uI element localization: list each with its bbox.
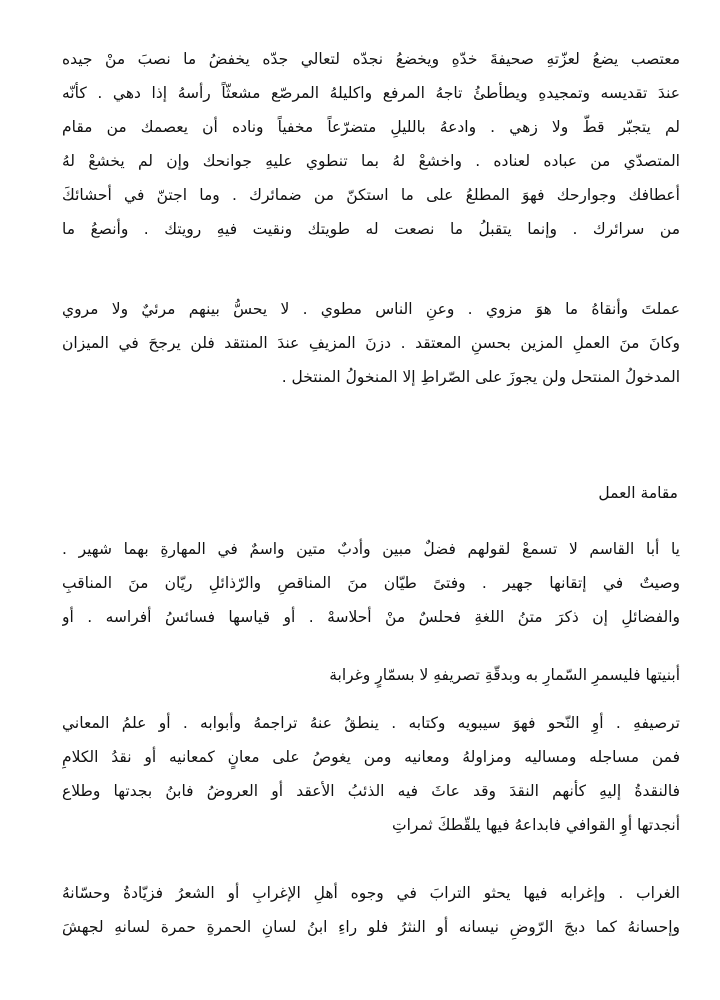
text-line: المدخولُ المنتحل ولن يجوزَ على الصّراطِ إلا المنخولُ المنتخل . <box>281 368 680 386</box>
text-line: والفضائلِ إن ذكرَ متنُ اللغةِ فحلسٌ منْ أحلاسهْ . أو قياسها فسائسُ أفراسه . أو <box>62 608 680 626</box>
text-line: وإحسانهُ كما دبجَ الرّوضِ نيسانه أو النثرُ فلو راءِ ابنُ لسانِ الحمرةِ حمرة لسانهِ لجهشَ <box>62 918 680 936</box>
text-line: ترصيفهِ . أوِ النّحو فهوَ سيبويه وكتابه . ينطقُ عنهُ تراجمهُ وأبوابه . أو علمُ المعاني <box>62 714 680 732</box>
text-line: الغراب . وإغرابه فيها يحثو الترابَ في وجوه أهلِ الإغرابِ أو الشعرُ فزيّادةُ وحسّانهُ <box>62 884 680 902</box>
text-line: المتصدّي من عباده لعناده . واخشعْ لهُ بما تنطوي عليهِ جوانحك وإن لم يخشعْ لهُ <box>62 152 680 170</box>
text-line: أعطافك وجوارحك فهوَ المطلعُ على ما استكنّ من ضمائرك . وما اجتنّ في أحشائكَ <box>62 186 680 204</box>
section-heading: مقامة العمل <box>598 484 678 502</box>
text-line: يا أبا القاسم لا تسمعْ لقولهم فضلٌ مبين وأدبٌ متين واسمٌ في المهارةِ بهما شهير . <box>62 540 680 558</box>
text-line: أنجدتها أوِ القوافي فابداعهُ فيها يلقّطكَ ثمراتِ <box>392 816 680 834</box>
paragraph-2 <box>62 292 680 394</box>
text-line: من سرائرك . وإنما يتقبلُ ما نصعت له طويتك ونقيت فيهِ رويتك . وأنصعُ ما <box>62 220 680 238</box>
text-line: عندَ تقديسه وتمجيدهِ ويطأطئُ تاجهُ المرفع واكليلهُ المرصّع مشعثّاً رأسهُ إذا دهي . كأنّه <box>62 84 680 102</box>
paragraph-3 <box>62 532 680 634</box>
text-line: فالنقدةُ إليهِ كأنهم النقدَ وقد عاثَ فيه الذئبُ الأعقد أو العروضُ فابنُ بجدتها وطلاع <box>62 782 680 800</box>
text-line: فمن مساجله ومساليه ومزاولهُ ومعانيه ومن يغوصُ على معانٍ كمعانيه أو نقدُ الكلامِ <box>62 748 680 766</box>
text-line: لم يتجبّر قطّ ولا زهي . وادعهُ بالليلِ متضرّعاً مخفياً وناده أن يعصمك من مقام <box>62 118 680 136</box>
paragraph-5 <box>62 706 680 842</box>
text-line: وكانَ منَ العملِ المزين بحسنِ المعتقد . دزنَ المزيفِ عندَ المنتقد فلن يرجحَ في الميزان <box>62 334 680 352</box>
text-line: معتصب يضعُ لعزّتهِ صحيفةَ خدّهِ ويخضعُ نجدّه لتعالي جدّه يخفضُ ما نصبَ منْ جيده <box>62 50 680 68</box>
text-line: أبنيتها فليسمرِ السّمارِ به وبدقّةِ تصريفهِ لا بسمّارٍ وغرابة <box>329 666 680 684</box>
text-line: وصيتٌ في إتقانها جهير . وفتىً طيّان منَ المناقصِ والرّذائلِ ريّان منَ المناقبِ <box>62 574 680 592</box>
paragraph-4 <box>62 658 680 692</box>
paragraph-6 <box>62 876 680 944</box>
paragraph-1 <box>62 42 680 246</box>
text-line: عملتَ وأنقاهُ ما هوَ مزوي . وعنِ الناس مطوي . لا يحسُّ بينهم مرئيٌ ولا مروي <box>62 300 680 318</box>
